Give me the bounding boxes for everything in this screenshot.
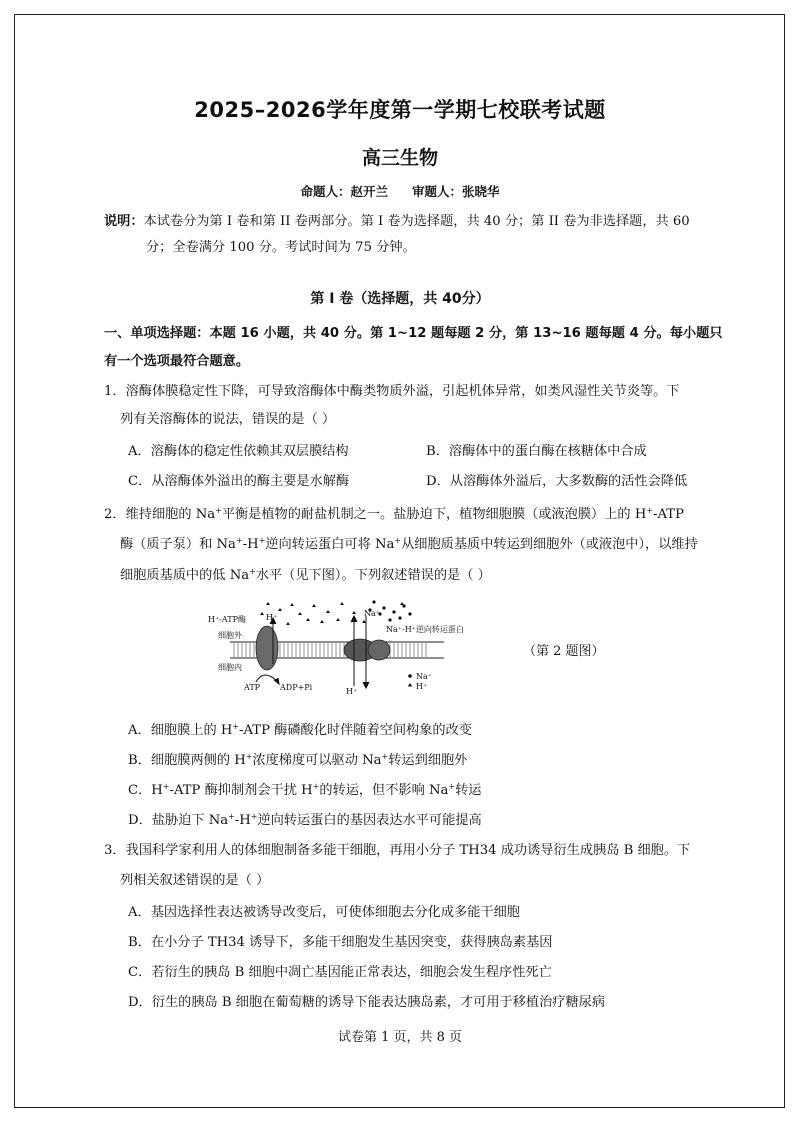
q2-stem-line2: 酶（质子泵）和 Na+-H+逆向转运蛋白可将 Na+从细胞质基质中转运到细胞外（或液泡中），以维持 bbox=[120, 536, 698, 552]
label-adp: ADP+Pi bbox=[280, 683, 313, 692]
q3-option-d: D．衍生的胰岛 B 细胞在葡萄糖的诱导下能表达胰岛素，才可用于移植治疗糖尿病 bbox=[128, 995, 606, 1010]
q2-option-a: A．细胞膜上的 H+-ATP 酶磷酸化时伴随着空间构象的改变 bbox=[128, 722, 472, 738]
label-atp: ATP bbox=[244, 683, 261, 692]
q3-stem-line2: 列相关叙述错误的是（ ） bbox=[120, 873, 270, 888]
label-atpase: H⁺-ATP酶 bbox=[208, 615, 246, 624]
label-inside: 细胞内 bbox=[218, 663, 242, 672]
section-desc-line1: 一、单项选择题：本题 16 小题，共 40 分。第 1~12 题每题 2 分，第 13~16 题每题 4 分。每小题只 bbox=[104, 326, 723, 341]
authors-line bbox=[0, 182, 800, 200]
extracellular-ions bbox=[260, 600, 412, 625]
q2-option-c: C．H+-ATP 酶抑制剂会干扰 H+的转运，但不影响 Na+转运 bbox=[128, 782, 482, 798]
label-h-bottom: H⁺ bbox=[346, 687, 358, 696]
q2-stem-line1: 2．维持细胞的 Na+平衡是植物的耐盐机制之一。盐胁迫下，植物细胞膜（或液泡膜）上的 H+-ATP bbox=[104, 506, 684, 522]
q1-option-a: A．溶酶体的稳定性依赖其双层膜结构 bbox=[128, 444, 349, 459]
q2-option-d: D．盐胁迫下 Na+-H+逆向转运蛋白的基因表达水平可能提高 bbox=[128, 812, 482, 828]
figure-caption: （第 2 题图） bbox=[523, 644, 605, 659]
label-antiporter: Na⁺-H⁺逆向转运蛋白 bbox=[386, 625, 464, 634]
q1-option-c: C．从溶酶体外溢出的酶主要是水解酶 bbox=[128, 474, 350, 489]
q3-option-b: B．在小分子 TH34 诱导下，多能干细胞发生基因突变，获得胰岛素基因 bbox=[128, 935, 553, 950]
instructions-line2: 分；全卷满分 100 分。考试时间为 75 分钟。 bbox=[146, 240, 416, 255]
instructions-label: 说明： bbox=[104, 214, 144, 229]
exam-title: 2025–2026学年度第一学期七校联考试题 bbox=[194, 98, 606, 122]
q3-option-a: A．基因选择性表达被诱导改变后，可使体细胞去分化成多能干细胞 bbox=[128, 905, 520, 920]
reviewer: 审题人：张晓华 bbox=[412, 184, 500, 199]
instructions-line1: 说明：本试卷分为第 I 卷和第 II 卷两部分。第 I 卷为选择题，共 40 分；第 II 卷为非选择题，共 60 bbox=[104, 214, 690, 229]
author: 命题人：赵开兰 bbox=[300, 184, 388, 199]
page-footer: 试卷第 1 页，共 8 页 bbox=[337, 1030, 463, 1045]
section-title: 第 I 卷（选择题，共 40分） bbox=[310, 291, 490, 307]
q1-option-d: D．从溶酶体外溢后，大多数酶的活性会降低 bbox=[426, 474, 688, 489]
legend-h: H⁺ bbox=[416, 682, 428, 691]
q1-option-b: B．溶酶体中的蛋白酶在核糖体中合成 bbox=[426, 444, 647, 459]
q3-stem-line1: 3．我国科学家利用人的体细胞制备多能干细胞，再用小分子 TH34 成功诱导衍生成胰岛 B 细胞。下 bbox=[104, 843, 691, 858]
q2-option-b: B．细胞膜两侧的 H+浓度梯度可以驱动 Na+转运到细胞外 bbox=[128, 752, 468, 768]
legend-na: Na⁺ bbox=[416, 672, 432, 681]
subject-title: 高三生物 bbox=[361, 147, 438, 169]
q2-stem-line3: 细胞质基质中的低 Na+水平（见下图）。下列叙述错误的是（ ） bbox=[120, 567, 491, 583]
antiporter-protein-part bbox=[368, 640, 390, 660]
membrane-transport-figure bbox=[204, 598, 464, 698]
q1-stem-line1: 1．溶酶体膜稳定性下降，可导致溶酶体中酶类物质外溢，引起机体异常，如类风湿性关节炎等。下 bbox=[104, 384, 680, 399]
q3-option-c: C．若衍生的胰岛 B 细胞中凋亡基因能正常表达，细胞会发生程序性死亡 bbox=[128, 965, 552, 980]
section-desc-line2: 有一个选项最符合题意。 bbox=[104, 354, 250, 369]
h-atpase-protein bbox=[256, 626, 278, 670]
q1-stem-line2: 列有关溶酶体的说法，错误的是（ ） bbox=[120, 412, 336, 427]
label-h-top: H⁺ bbox=[266, 613, 278, 622]
label-na-top: Na⁺ bbox=[364, 609, 380, 618]
label-outside: 细胞外 bbox=[218, 631, 242, 640]
